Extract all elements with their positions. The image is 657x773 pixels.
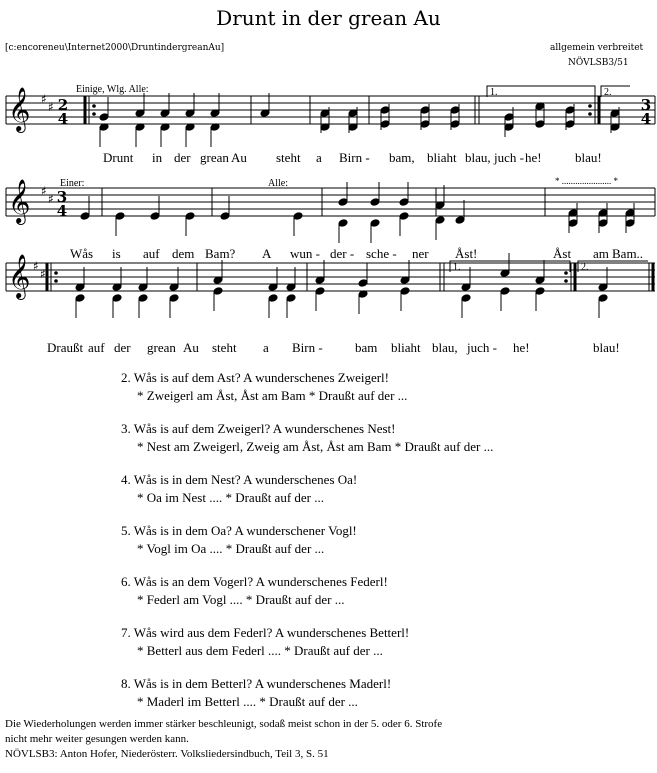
note-head bbox=[420, 120, 430, 129]
note-head bbox=[370, 219, 380, 228]
lyric-syllable: ner bbox=[412, 246, 429, 261]
time-sig-top: 3 bbox=[56, 188, 68, 206]
lyric-syllable: grean bbox=[147, 340, 176, 355]
lyric-syllable: bam bbox=[355, 340, 378, 355]
verse-8: 8. Wås is in dem Betterl? A wunderschenes Maderl! * Maderl im Betterl .... * Draußt auf der ... bbox=[121, 676, 392, 709]
lyric-syllable: auf bbox=[88, 340, 105, 355]
note-head bbox=[535, 120, 545, 129]
lyric-syllable: auf bbox=[143, 246, 160, 261]
lyric-syllable: Wås bbox=[70, 246, 94, 261]
staff-system-3 bbox=[6, 263, 655, 291]
verse-7: 7. Wås wird aus dem Federl? A wunderschenes Betterl! * Betterl aus dem Federl .... * Draußt auf der ... bbox=[121, 625, 410, 658]
volta-2: 2. bbox=[604, 87, 612, 98]
lyric-syllable: blau! bbox=[575, 150, 602, 165]
lyric-syllable: bam, bbox=[389, 150, 415, 165]
note-head bbox=[380, 120, 390, 129]
lyric-syllable: wun - bbox=[290, 246, 320, 261]
treble-clef-icon: 𝄞 bbox=[8, 87, 31, 131]
time-sig-bottom: 4 bbox=[640, 110, 652, 128]
note-head bbox=[380, 106, 390, 115]
lyric-syllable: blau, bbox=[465, 150, 491, 165]
lyric-syllable: juch - bbox=[467, 340, 497, 355]
note-head bbox=[598, 294, 608, 303]
note-head bbox=[399, 212, 409, 221]
lyric-syllable: dem bbox=[172, 246, 195, 261]
note-head bbox=[138, 294, 148, 303]
svg-text:♯: ♯ bbox=[40, 267, 46, 281]
note-head bbox=[115, 212, 125, 221]
note-head bbox=[455, 216, 465, 225]
volta-1: 1. bbox=[453, 262, 461, 273]
volta-1: 1. bbox=[490, 87, 498, 98]
note-head bbox=[358, 279, 368, 288]
verse-6: 6. Wås is an dem Vogerl? A wunderschenes Federl! * Federl am Vogl .... * Draußt auf der ... bbox=[121, 574, 388, 607]
lyric-syllable: Åst! bbox=[455, 246, 478, 261]
footer-notes bbox=[5, 717, 442, 762]
lyric-syllable: Drunt bbox=[103, 150, 134, 165]
source-line-2: NÖVLSB3/51 bbox=[568, 58, 629, 68]
lyric-syllable: bliaht bbox=[427, 150, 457, 165]
svg-text:♯: ♯ bbox=[48, 192, 54, 206]
note-head bbox=[112, 294, 122, 303]
svg-text:♯: ♯ bbox=[41, 184, 47, 198]
note-head bbox=[293, 212, 303, 221]
note-head bbox=[504, 113, 514, 122]
note-head bbox=[286, 294, 296, 303]
lyric-syllable: Au bbox=[183, 340, 199, 355]
note-head bbox=[450, 106, 460, 115]
treble-clef-icon: 𝄞 bbox=[8, 254, 31, 298]
note-head bbox=[500, 287, 510, 296]
time-sig-bottom: 4 bbox=[57, 110, 69, 128]
note-head bbox=[268, 294, 278, 303]
music-score bbox=[0, 0, 657, 370]
lyric-syllable: steht bbox=[276, 150, 301, 165]
lyric-syllable: der bbox=[174, 150, 191, 165]
time-sig-top: 2 bbox=[57, 96, 69, 114]
lyric-syllable: he! bbox=[513, 340, 530, 355]
lyric-syllable: Birn - bbox=[292, 340, 323, 355]
verse-5: 5. Wås is in dem Oa? A wunderschener Vogl! * Vogl im Oa .... * Draußt auf der ... bbox=[121, 523, 357, 556]
note-head bbox=[370, 198, 380, 207]
footer-line-3: NÖVLSB3: Anton Hofer, Niederösterr. Volksliedersindbuch, Teil 3, S. 51 bbox=[5, 748, 329, 760]
lyric-syllable: bliaht bbox=[391, 340, 421, 355]
note-head bbox=[185, 212, 195, 221]
note-head bbox=[399, 198, 409, 207]
lyric-syllable: am bbox=[593, 246, 609, 261]
dotted-marking: * ...................... * bbox=[555, 176, 618, 186]
lyric-syllable: Åst bbox=[553, 246, 572, 261]
marking-einer: Einer: bbox=[60, 178, 85, 189]
song-title: Drunt in der grean Au bbox=[216, 6, 441, 30]
lyric-syllable: der bbox=[114, 340, 131, 355]
note-head bbox=[535, 287, 545, 296]
marking-alle: Alle: bbox=[268, 178, 288, 189]
time-sig-bottom: 4 bbox=[56, 202, 68, 220]
lyric-syllable: a bbox=[316, 150, 322, 165]
note-head bbox=[150, 212, 160, 221]
time-sig-top: 3 bbox=[640, 96, 652, 114]
verse-2: 2. Wås is auf dem Ast? A wunderschenes Zweigerl! * Zweigerl am Åst, Åst am Bam * Draußt auf der ... bbox=[121, 370, 408, 403]
lyric-syllable: juch - bbox=[494, 150, 524, 165]
lyric-syllable: a bbox=[263, 340, 269, 355]
lyric-syllable: is bbox=[112, 246, 121, 261]
note-head bbox=[565, 106, 575, 115]
lyric-syllable: Bam? bbox=[205, 246, 236, 261]
note-head bbox=[420, 106, 430, 115]
lyric-syllable: steht bbox=[212, 340, 237, 355]
lyric-syllable: blau! bbox=[593, 340, 620, 355]
staff-system-2 bbox=[6, 188, 655, 216]
svg-text:♯: ♯ bbox=[41, 92, 47, 106]
svg-text:♯: ♯ bbox=[48, 100, 54, 114]
note-head bbox=[220, 212, 230, 221]
note-head bbox=[75, 294, 85, 303]
lyric-syllable: in bbox=[152, 150, 163, 165]
note-head bbox=[435, 216, 445, 225]
footer-line-1: Die Wiederholungen werden immer stärker beschleunigt, sodaß meist schon in der 5. oder 6. Strofe bbox=[5, 718, 443, 730]
note-head bbox=[99, 113, 109, 122]
note-head bbox=[315, 287, 325, 296]
treble-clef-icon: 𝄞 bbox=[8, 179, 31, 223]
note-head bbox=[400, 287, 410, 296]
marking-einige: Einige, Wlg. Alle: bbox=[76, 84, 149, 95]
lyric-syllable: grean bbox=[200, 150, 229, 165]
verses bbox=[121, 370, 493, 727]
note-head bbox=[565, 120, 575, 129]
verse-3: 3. Wås is auf dem Zweigerl? A wunderschenes Nest! * Nest am Zweigerl, Zweig am Åst, Åst am Bam * Draußt auf der ... bbox=[121, 421, 494, 454]
note-head bbox=[598, 219, 608, 228]
lyric-syllable: blau, bbox=[432, 340, 458, 355]
note-head bbox=[461, 294, 471, 303]
lyric-syllable: Bam.. bbox=[612, 246, 644, 261]
note-head bbox=[213, 287, 223, 296]
lyric-syllable: Au bbox=[231, 150, 247, 165]
footer-line-2: nicht mehr weiter gesungen werden kann. bbox=[5, 733, 189, 745]
lyric-syllable: A bbox=[262, 246, 272, 261]
verse-4: 4. Wås is in dem Nest? A wunderschenes Oa! * Oa im Nest .... * Draußt auf der ... bbox=[121, 472, 358, 505]
source-line-1: allgemein verbreitet bbox=[550, 43, 644, 53]
note-head bbox=[169, 294, 179, 303]
note-head bbox=[625, 219, 635, 228]
svg-text:♯: ♯ bbox=[33, 259, 39, 273]
lyric-syllable: der - bbox=[330, 246, 355, 261]
volta-2: 2. bbox=[581, 262, 589, 273]
file-path: [c:encoreneu\Internet2000\DruntindergreanAu] bbox=[5, 43, 225, 53]
note-head bbox=[568, 219, 578, 228]
lyric-syllable: Draußt bbox=[47, 340, 84, 355]
note-head bbox=[338, 198, 348, 207]
note-head bbox=[450, 120, 460, 129]
note-head bbox=[80, 212, 90, 221]
note-head bbox=[338, 219, 348, 228]
lyric-syllable: Birn - bbox=[339, 150, 370, 165]
lyric-syllable: he! bbox=[525, 150, 542, 165]
lyric-syllable: sche - bbox=[366, 246, 397, 261]
